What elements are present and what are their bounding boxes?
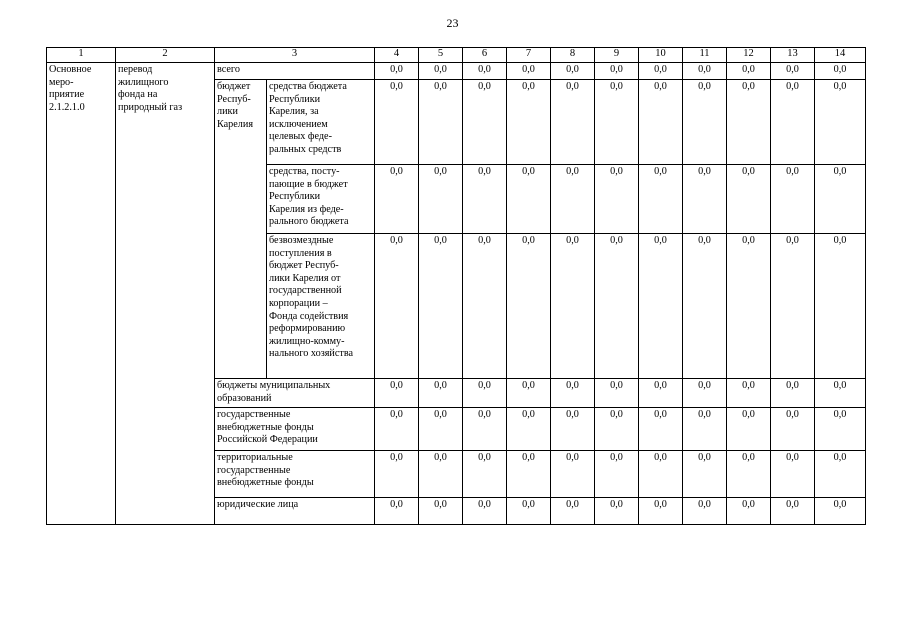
value-cell: 0,0 bbox=[595, 63, 639, 80]
value-cell: 0,0 bbox=[815, 63, 866, 80]
header-cell: 7 bbox=[507, 48, 551, 63]
value-cell: 0,0 bbox=[507, 234, 551, 379]
value-cell: 0,0 bbox=[551, 379, 595, 408]
value-cell: 0,0 bbox=[639, 451, 683, 498]
value-cell: 0,0 bbox=[419, 165, 463, 234]
header-cell: 6 bbox=[463, 48, 507, 63]
value-cell: 0,0 bbox=[815, 165, 866, 234]
value-cell: 0,0 bbox=[375, 165, 419, 234]
value-cell: 0,0 bbox=[815, 408, 866, 451]
source-label: государственные внебюджетные фонды Российской Федерации bbox=[217, 409, 318, 446]
value-cell: 0,0 bbox=[595, 234, 639, 379]
value-cell: 0,0 bbox=[727, 498, 771, 525]
source-label: юридические лица bbox=[215, 498, 375, 525]
value-cell: 0,0 bbox=[507, 408, 551, 451]
value-cell: 0,0 bbox=[375, 80, 419, 165]
value-cell: 0,0 bbox=[727, 165, 771, 234]
value-cell: 0,0 bbox=[551, 451, 595, 498]
value-cell: 0,0 bbox=[771, 451, 815, 498]
value-cell: 0,0 bbox=[595, 165, 639, 234]
value-cell: 0,0 bbox=[463, 234, 507, 379]
header-cell: 13 bbox=[771, 48, 815, 63]
source-label: средства, посту- пающие в бюджет Республики Карелия из феде- рального бюджета bbox=[269, 166, 349, 228]
value-cell: 0,0 bbox=[507, 63, 551, 80]
value-cell: 0,0 bbox=[727, 63, 771, 80]
value-cell: 0,0 bbox=[727, 379, 771, 408]
measure-description-cell bbox=[116, 63, 215, 525]
header-cell: 2 bbox=[116, 48, 215, 63]
value-cell: 0,0 bbox=[419, 234, 463, 379]
source-label: территориальные государственные внебюджетные фонды bbox=[217, 452, 314, 489]
value-cell: 0,0 bbox=[771, 408, 815, 451]
value-cell: 0,0 bbox=[815, 498, 866, 525]
value-cell: 0,0 bbox=[639, 80, 683, 165]
republic-budget-label: бюджет Респуб- лики Карелия bbox=[217, 81, 254, 130]
value-cell: 0,0 bbox=[771, 234, 815, 379]
header-cell: 1 bbox=[47, 48, 116, 63]
value-cell: 0,0 bbox=[375, 498, 419, 525]
measure-description: перевод жилищного фонда на природный газ bbox=[118, 64, 183, 113]
value-cell: 0,0 bbox=[595, 80, 639, 165]
source-label-cell bbox=[267, 234, 375, 379]
budget-table bbox=[46, 47, 866, 525]
value-cell: 0,0 bbox=[463, 451, 507, 498]
value-cell: 0,0 bbox=[683, 234, 727, 379]
value-cell: 0,0 bbox=[639, 234, 683, 379]
value-cell: 0,0 bbox=[419, 451, 463, 498]
value-cell: 0,0 bbox=[639, 498, 683, 525]
value-cell: 0,0 bbox=[595, 451, 639, 498]
value-cell: 0,0 bbox=[507, 498, 551, 525]
value-cell: 0,0 bbox=[815, 80, 866, 165]
source-label: всего bbox=[215, 63, 375, 80]
header-cell: 3 bbox=[215, 48, 375, 63]
value-cell: 0,0 bbox=[551, 165, 595, 234]
value-cell: 0,0 bbox=[507, 451, 551, 498]
value-cell: 0,0 bbox=[815, 451, 866, 498]
value-cell: 0,0 bbox=[463, 379, 507, 408]
value-cell: 0,0 bbox=[683, 63, 727, 80]
value-cell: 0,0 bbox=[815, 234, 866, 379]
source-label: бюджеты муниципальных образований bbox=[217, 380, 331, 404]
value-cell: 0,0 bbox=[815, 379, 866, 408]
value-cell: 0,0 bbox=[771, 63, 815, 80]
value-cell: 0,0 bbox=[771, 498, 815, 525]
value-cell: 0,0 bbox=[375, 234, 419, 379]
value-cell: 0,0 bbox=[507, 80, 551, 165]
header-cell: 12 bbox=[727, 48, 771, 63]
value-cell: 0,0 bbox=[727, 451, 771, 498]
value-cell: 0,0 bbox=[551, 234, 595, 379]
value-cell: 0,0 bbox=[463, 165, 507, 234]
value-cell: 0,0 bbox=[771, 379, 815, 408]
measure-name: Основное меро- приятие 2.1.2.1.0 bbox=[49, 64, 92, 113]
value-cell: 0,0 bbox=[551, 408, 595, 451]
republic-budget-cell bbox=[215, 80, 267, 379]
value-cell: 0,0 bbox=[463, 498, 507, 525]
source-label-cell bbox=[267, 80, 375, 165]
value-cell: 0,0 bbox=[639, 63, 683, 80]
header-cell: 10 bbox=[639, 48, 683, 63]
header-cell: 9 bbox=[595, 48, 639, 63]
page-number: 23 bbox=[446, 16, 459, 30]
value-cell: 0,0 bbox=[639, 165, 683, 234]
source-label-cell bbox=[215, 451, 375, 498]
value-cell: 0,0 bbox=[683, 498, 727, 525]
value-cell: 0,0 bbox=[419, 408, 463, 451]
value-cell: 0,0 bbox=[727, 234, 771, 379]
value-cell: 0,0 bbox=[419, 379, 463, 408]
value-cell: 0,0 bbox=[463, 63, 507, 80]
value-cell: 0,0 bbox=[639, 408, 683, 451]
source-label-cell bbox=[215, 379, 375, 408]
header-cell: 8 bbox=[551, 48, 595, 63]
value-cell: 0,0 bbox=[551, 498, 595, 525]
header-cell: 11 bbox=[683, 48, 727, 63]
value-cell: 0,0 bbox=[683, 165, 727, 234]
value-cell: 0,0 bbox=[463, 80, 507, 165]
value-cell: 0,0 bbox=[507, 379, 551, 408]
value-cell: 0,0 bbox=[727, 408, 771, 451]
value-cell: 0,0 bbox=[683, 379, 727, 408]
value-cell: 0,0 bbox=[551, 80, 595, 165]
value-cell: 0,0 bbox=[683, 451, 727, 498]
value-cell: 0,0 bbox=[595, 498, 639, 525]
source-label: безвозмездные поступления в бюджет Респуб- лики Карелия от государственной корпорации – Фонда содействия реформированию жилищно-комму- нального хозяйства bbox=[269, 235, 354, 360]
value-cell: 0,0 bbox=[595, 408, 639, 451]
header-cell: 14 bbox=[815, 48, 866, 63]
value-cell: 0,0 bbox=[551, 63, 595, 80]
value-cell: 0,0 bbox=[771, 80, 815, 165]
header-cell: 4 bbox=[375, 48, 419, 63]
source-label: средства бюджета Республики Карелия, за исключением целевых феде- ральных средств bbox=[269, 81, 347, 155]
source-label-cell bbox=[267, 165, 375, 234]
value-cell: 0,0 bbox=[639, 379, 683, 408]
value-cell: 0,0 bbox=[375, 408, 419, 451]
value-cell: 0,0 bbox=[683, 80, 727, 165]
measure-name-cell bbox=[47, 63, 116, 525]
value-cell: 0,0 bbox=[683, 408, 727, 451]
value-cell: 0,0 bbox=[771, 165, 815, 234]
value-cell: 0,0 bbox=[507, 165, 551, 234]
value-cell: 0,0 bbox=[463, 408, 507, 451]
table-row bbox=[47, 63, 866, 80]
value-cell: 0,0 bbox=[595, 379, 639, 408]
value-cell: 0,0 bbox=[375, 379, 419, 408]
value-cell: 0,0 bbox=[419, 80, 463, 165]
header-cell: 5 bbox=[419, 48, 463, 63]
value-cell: 0,0 bbox=[419, 63, 463, 80]
value-cell: 0,0 bbox=[375, 451, 419, 498]
value-cell: 0,0 bbox=[727, 80, 771, 165]
value-cell: 0,0 bbox=[375, 63, 419, 80]
source-label-cell bbox=[215, 408, 375, 451]
header-row bbox=[47, 48, 866, 63]
value-cell: 0,0 bbox=[419, 498, 463, 525]
